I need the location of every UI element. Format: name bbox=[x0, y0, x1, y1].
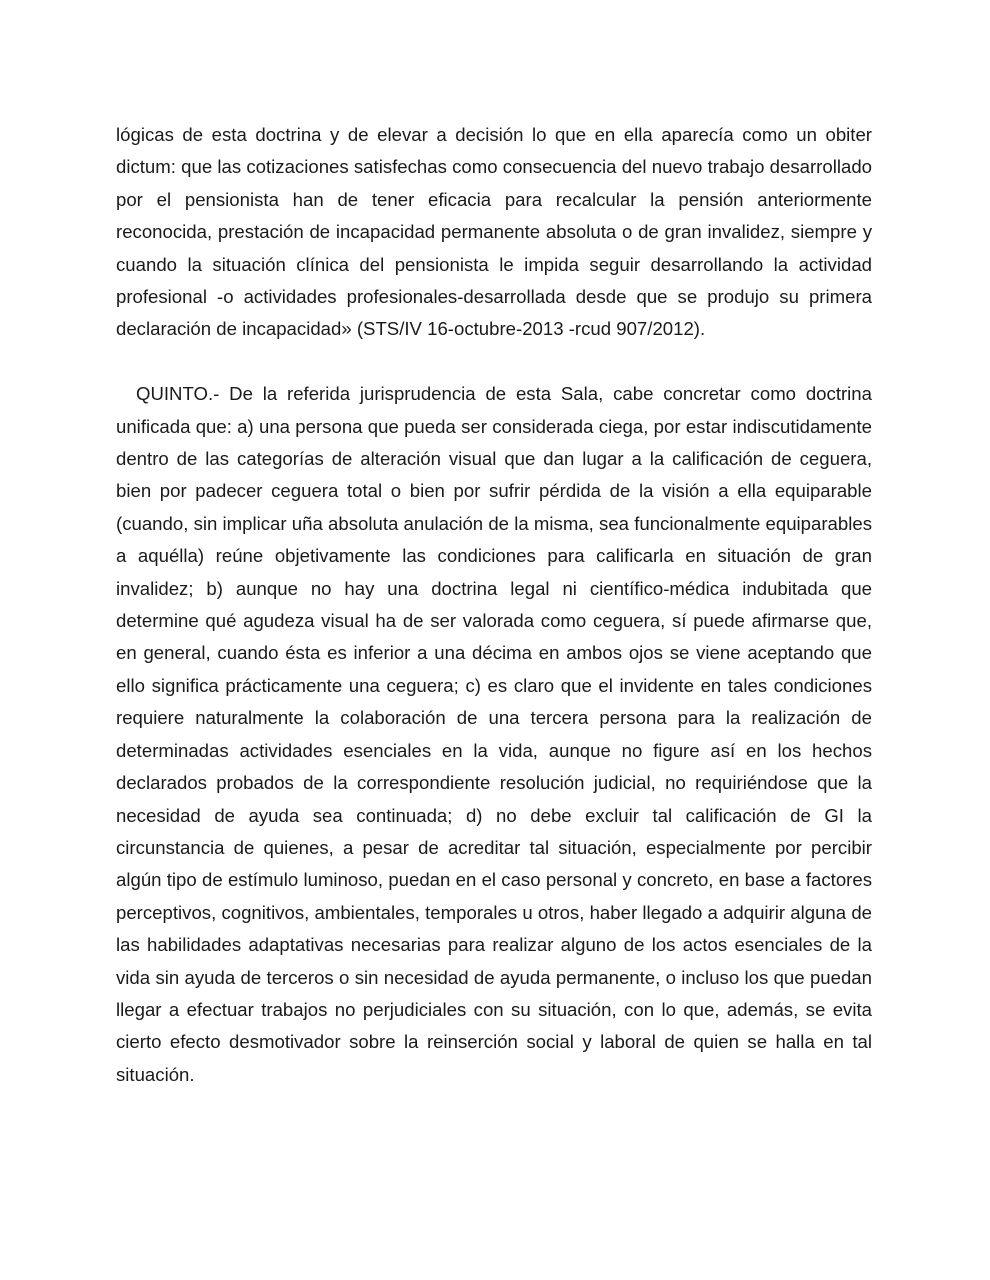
paragraph-quinto: QUINTO.- De la referida jurisprudencia de esta Sala, cabe concretar como doctrina unificada que: a) una persona que pueda ser considerada ciega, por estar indiscutidamente dentro de las categorías de alteración visual que dan lugar a la calificación de ceguera, bien por padecer ceguera total o bien por sufrir pérdida de la visión a ella equiparable (cuando, sin implicar uña absoluta anulación de la misma, sea funcionalmente equiparables a aquélla) reúne objetivamente las condiciones para calificarla en situación de gran invalidez; b) aunque no hay una doctrina legal ni científico-médica indubitada que determine qué agudeza visual ha de ser valorada como ceguera, sí puede afirmarse que, en general, cuando ésta es inferior a una décima en ambos ojos se viene aceptando que ello significa prácticamente una ceguera; c) es claro que el invidente en tales condiciones requiere naturalmente la colaboración de una tercera persona para la realización de determinadas actividades esenciales en la vida, aunque no figure así en los hechos declarados probados de la correspondiente resolución judicial, no requiriéndose que la necesidad de ayuda sea continuada; d) no debe excluir tal calificación de GI la circunstancia de quienes, a pesar de acreditar tal situación, especialmente por percibir algún tipo de estímulo luminoso, puedan en el caso personal y concreto, en base a factores perceptivos, cognitivos, ambientales, temporales u otros, haber llegado a adquirir alguna de las habilidades adaptativas necesarias para realizar alguno de los actos esenciales de la vida sin ayuda de terceros o sin necesidad de ayuda permanente, o incluso los que puedan llegar a efectuar trabajos no perjudiciales con su situación, con lo que, además, se evita cierto efecto desmotivador sobre la reinserción social y laboral de quien se halla en tal situación. bbox=[116, 383, 872, 1085]
document-body bbox=[116, 119, 872, 1091]
paragraph-continuation: lógicas de esta doctrina y de elevar a decisión lo que en ella aparecía como un obiter dictum: que las cotizaciones satisfechas como consecuencia del nuevo trabajo desarrollado por el pensionista han de tener eficacia para recalcular la pensión anteriormente reconocida, prestación de incapacidad permanente absoluta o de gran invalidez, siempre y cuando la situación clínica del pensionista le impida seguir desarrollando la actividad profesional -o actividades profesionales-desarrollada desde que se produjo su primera declaración de incapacidad» (STS/IV 16-octubre-2013 -rcud 907/2012). bbox=[116, 124, 872, 340]
